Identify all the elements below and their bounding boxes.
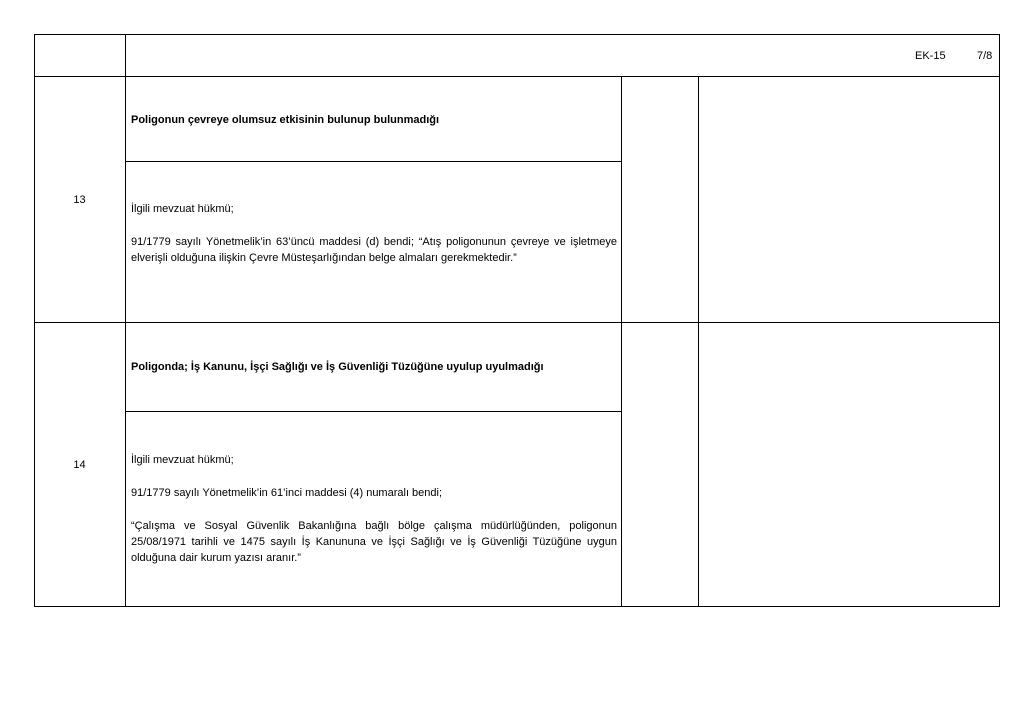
row-13-bottom: [34, 322, 1000, 323]
row-13-divider: [125, 161, 622, 162]
table-border-left: [34, 34, 35, 607]
row-13-title: Poligonun çevreye olumsuz etkisinin bulunup bulunmadığı: [131, 114, 440, 126]
row-14-legal-heading: İlgili mevzuat hükmü;: [131, 454, 234, 466]
header-row-bottom: [34, 76, 1000, 77]
table-border-right: [999, 34, 1000, 607]
col-number-right: [125, 34, 126, 607]
table-border-bottom: [34, 606, 1000, 607]
row-13-number: 13: [73, 194, 86, 206]
row-14-legal-text: “Çalışma ve Sosyal Güvenlik Bakanlığına bağlı bölge çalışma müdürlüğünden, poligonun 25/08/1971 tarihli ve 1475 sayılı İş Kanununa ve İşçi Sağlığı ve İş Güvenliği Tüzüğüne uygun olduğuna dair kurum yazısı aranır.”: [131, 520, 617, 564]
row-14-divider: [125, 411, 622, 412]
row-13-legal-text: 91/1779 sayılı Yönetmelik’in 63’üncü maddesi (d) bendi; “Atış poligonunun çevreye ve işletmeye elverişli olduğuna ilişkin Çevre Müsteşarlığından belge almaları gerekmektedir.”: [131, 236, 617, 264]
row-14-title: Poligonda; İş Kanunu, İşçi Sağlığı ve İş Güvenliği Tüzüğüne uyulup uyulmadığı: [131, 361, 544, 373]
table-border-top: [34, 34, 1000, 35]
col-item-right: [621, 76, 622, 607]
col-status-right: [698, 76, 699, 607]
row-14-legal-ref: 91/1779 sayılı Yönetmelik’in 61’inci maddesi (4) numaralı bendi;: [131, 487, 443, 499]
page-number: 7/8: [977, 50, 993, 62]
row-13-legal-heading: İlgili mevzuat hükmü;: [131, 203, 234, 215]
form-code: EK-15: [915, 50, 946, 62]
row-14-number: 14: [73, 459, 86, 471]
